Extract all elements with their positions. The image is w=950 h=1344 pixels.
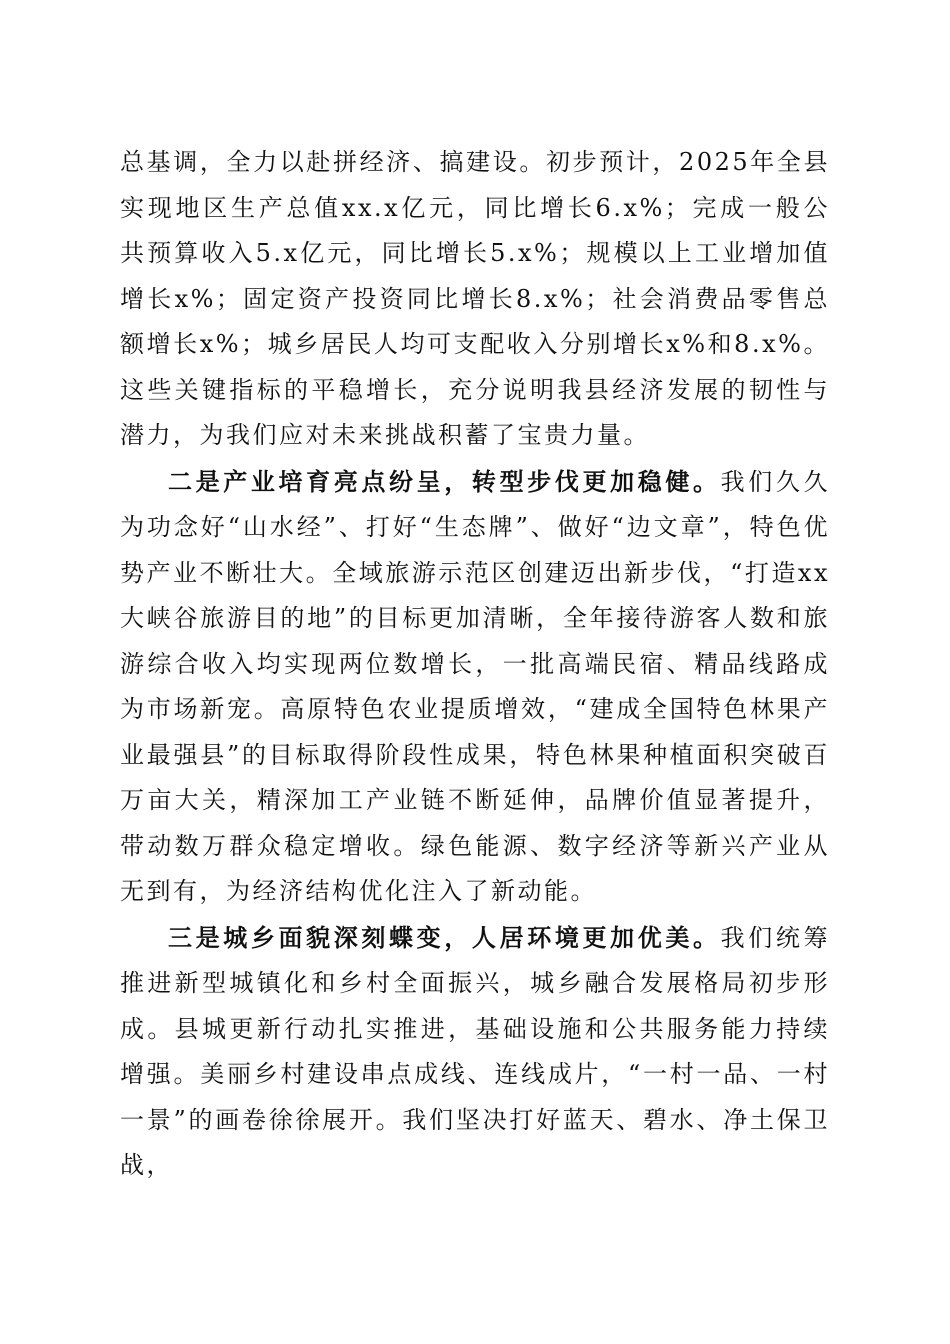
paragraph-2-lead: 二是产业培育亮点纷呈，转型步伐更加稳健。 (168, 466, 721, 496)
paragraph-2-text: 我们久久为功念好“山水经”、打好“生态牌”、做好“边文章”，特色优势产业不断壮大。全域旅游示范区创建迈出新步伐，“打造xx大峡谷旅游目的地”的目标更加清晰，全年接待游客人数和旅游综合收入均实现两位数增长，一批高端民宿、精品线路成为市场新宠。高原特色农业提质增效，“建成全国特色林果产业最强县”的目标取得阶段性成果，特色林果种植面积突破百万亩大关，精深加工产业链不断延伸，品牌价值显著提升，带动数万群众稳定增收。绿色能源、数字经济等新兴产业从无到有，为经济结构优化注入了新动能。 (120, 467, 831, 905)
paragraph-3-lead: 三是城乡面貌深刻蝶变，人居环境更加优美。 (168, 922, 721, 952)
paragraph-3 (120, 915, 830, 1189)
paragraph-3-text: 我们统筹推进新型城镇化和乡村全面振兴，城乡融合发展格局初步形成。县城更新行动扎实推进，基础设施和公共服务能力持续增强。美丽乡村建设串点成线、连线成片，“一村一品、一村一景”的画卷徐徐展开。我们坚决打好蓝天、碧水、净土保卫战， (120, 923, 831, 1179)
document-body (120, 139, 830, 1189)
paragraph-1-text: 总基调，全力以赴拼经济、搞建设。初步预计，2025年全县实现地区生产总值xx.x亿元，同比增长6.x%；完成一般公共预算收入5.x亿元，同比增长5.x%；规模以上工业增加值增长x%；固定资产投资同比增长8.x%；社会消费品零售总额增长x%；城乡居民人均可支配收入分别增长x%和8.x%。这些关键指标的平稳增长，充分说明我县经济发展的韧性与潜力，为我们应对未来挑战积蓄了宝贵力量。 (120, 148, 830, 449)
paragraph-1 (120, 139, 830, 459)
paragraph-2 (120, 459, 830, 915)
